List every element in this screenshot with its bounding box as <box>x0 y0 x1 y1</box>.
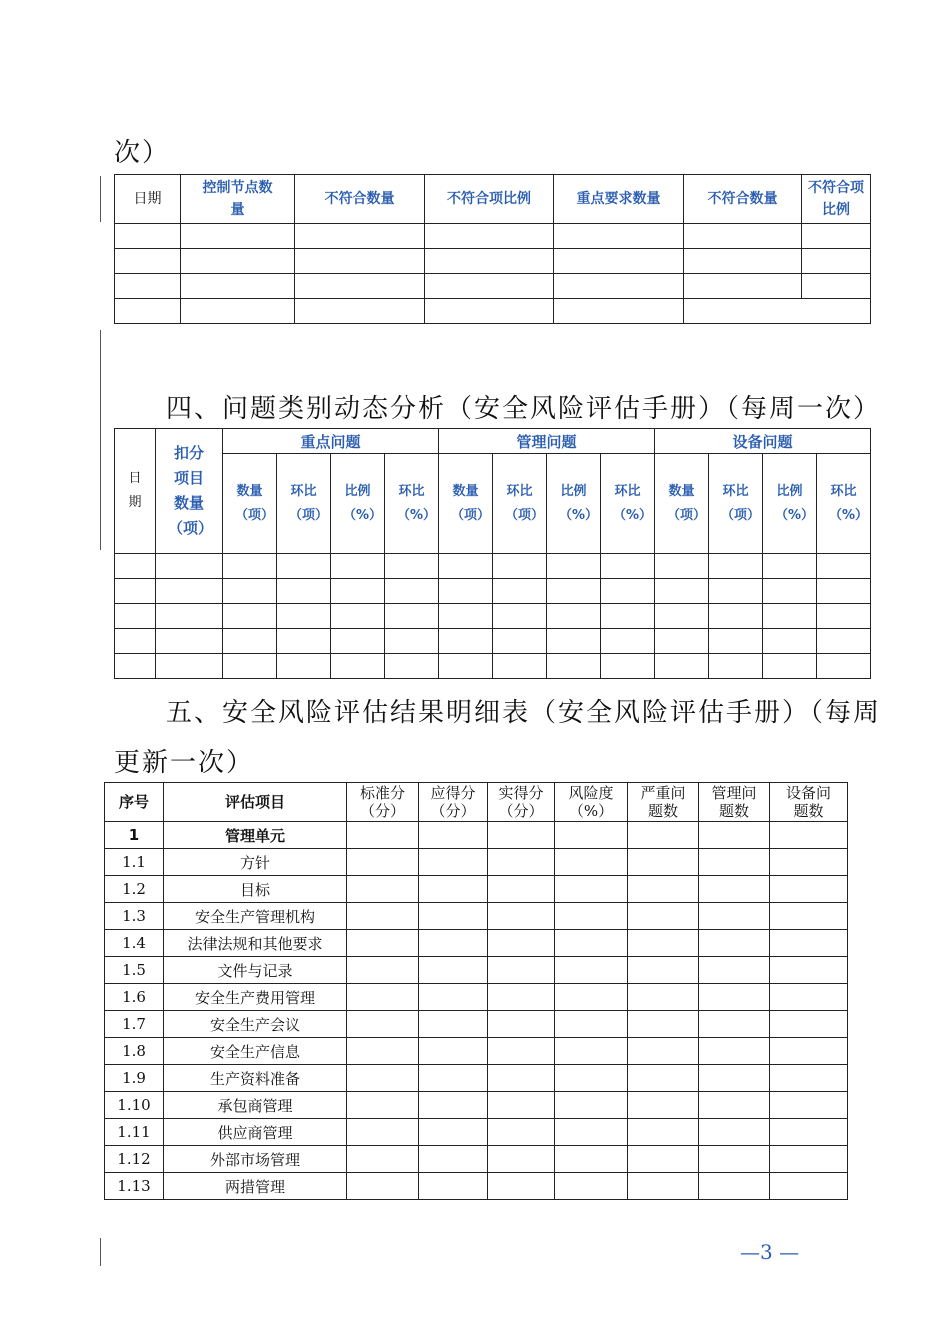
row-item: 安全生产管理机构 <box>164 903 347 930</box>
table-row <box>105 822 848 849</box>
table-header-row <box>115 175 871 224</box>
table-row <box>105 876 848 903</box>
table-row <box>105 930 848 957</box>
table-row <box>105 1173 848 1200</box>
header-cell: 序号 <box>105 783 164 822</box>
row-number: 1.2 <box>105 876 164 903</box>
table-row <box>115 579 871 604</box>
header-cell: 风险度（%） <box>555 783 628 822</box>
table-row <box>105 849 848 876</box>
margin-line <box>100 330 101 550</box>
header-cell: 设备问题数 <box>770 783 848 822</box>
header-cell: 评估项目 <box>164 783 347 822</box>
subheader-cell: 数量（项） <box>223 454 277 554</box>
margin-line <box>100 1238 101 1266</box>
table-header-row <box>115 429 871 454</box>
table-row <box>105 1092 848 1119</box>
row-item: 文件与记录 <box>164 957 347 984</box>
header-cell: 实得分（分） <box>488 783 555 822</box>
header-cell: 扣分项目数量（项） <box>156 429 223 554</box>
table-risk-assessment <box>104 782 848 1200</box>
table-header-row <box>105 783 848 822</box>
page-number: —3 — <box>740 1240 800 1264</box>
section-5-heading-line2: 更新一次） <box>114 748 255 778</box>
section-4-heading: 四、问题类别动态分析（安全风险评估手册）（每周一次） <box>166 394 882 424</box>
header-cell: 不符合数量 <box>684 175 802 224</box>
table-row <box>105 1065 848 1092</box>
subheader-cell: 比例（%） <box>547 454 601 554</box>
continued-text: 次） <box>114 138 171 168</box>
table-row <box>105 957 848 984</box>
header-cell: 日期 <box>115 429 156 554</box>
row-number: 1.3 <box>105 903 164 930</box>
row-number: 1.9 <box>105 1065 164 1092</box>
subheader-cell: 数量（项） <box>655 454 709 554</box>
subheader-cell: 环比（%） <box>385 454 439 554</box>
row-item: 目标 <box>164 876 347 903</box>
table-row <box>115 554 871 579</box>
header-cell: 日期 <box>115 175 181 224</box>
subheader-cell: 环比（%） <box>601 454 655 554</box>
row-number: 1.1 <box>105 849 164 876</box>
table-row <box>115 604 871 629</box>
row-number: 1.13 <box>105 1173 164 1200</box>
row-item: 外部市场管理 <box>164 1146 347 1173</box>
table-row <box>115 249 871 274</box>
subheader-cell: 环比（项） <box>493 454 547 554</box>
row-item: 安全生产费用管理 <box>164 984 347 1011</box>
table-row <box>115 654 871 679</box>
section-5-heading-line1: 五、安全风险评估结果明细表（安全风险评估手册）（每周 <box>166 698 882 728</box>
header-cell: 不符合项比例 <box>802 175 871 224</box>
row-number: 1.11 <box>105 1119 164 1146</box>
table-row <box>115 299 871 324</box>
row-number: 1.6 <box>105 984 164 1011</box>
group-header: 管理问题 <box>439 429 655 454</box>
header-cell: 标准分（分） <box>347 783 419 822</box>
header-cell: 严重问题数 <box>628 783 699 822</box>
subheader-cell: 环比（%） <box>817 454 871 554</box>
header-cell: 管理问题数 <box>699 783 770 822</box>
row-item: 生产资料准备 <box>164 1065 347 1092</box>
table-subheader-row <box>115 454 871 554</box>
margin-line <box>100 176 101 222</box>
table-row <box>105 1146 848 1173</box>
subheader-cell: 环比（项） <box>277 454 331 554</box>
group-header: 设备问题 <box>655 429 871 454</box>
table-control-points <box>114 174 871 324</box>
subheader-cell: 环比（项） <box>709 454 763 554</box>
header-cell: 不符合项比例 <box>425 175 554 224</box>
header-cell: 不符合数量 <box>295 175 425 224</box>
row-item: 两措管理 <box>164 1173 347 1200</box>
row-item: 管理单元 <box>164 822 347 849</box>
row-number: 1.8 <box>105 1038 164 1065</box>
row-item: 供应商管理 <box>164 1119 347 1146</box>
table-row <box>115 629 871 654</box>
subheader-cell: 比例（%） <box>763 454 817 554</box>
row-number: 1.12 <box>105 1146 164 1173</box>
subheader-cell: 比例（%） <box>331 454 385 554</box>
table-row <box>105 1011 848 1038</box>
header-cell: 应得分（分） <box>419 783 488 822</box>
row-item: 安全生产信息 <box>164 1038 347 1065</box>
header-cell: 重点要求数量 <box>554 175 684 224</box>
row-number: 1.4 <box>105 930 164 957</box>
table-row <box>115 274 871 299</box>
table-row <box>105 903 848 930</box>
row-item: 承包商管理 <box>164 1092 347 1119</box>
row-number: 1.7 <box>105 1011 164 1038</box>
header-cell: 控制节点数量 <box>181 175 295 224</box>
row-number: 1 <box>105 822 164 849</box>
row-item: 法律法规和其他要求 <box>164 930 347 957</box>
table-row <box>105 1038 848 1065</box>
group-header: 重点问题 <box>223 429 439 454</box>
row-number: 1.5 <box>105 957 164 984</box>
row-item: 方针 <box>164 849 347 876</box>
subheader-cell: 数量（项） <box>439 454 493 554</box>
table-row <box>115 224 871 249</box>
row-number: 1.10 <box>105 1092 164 1119</box>
table-row <box>105 1119 848 1146</box>
row-item: 安全生产会议 <box>164 1011 347 1038</box>
table-problem-category <box>114 428 871 679</box>
table-row <box>105 984 848 1011</box>
